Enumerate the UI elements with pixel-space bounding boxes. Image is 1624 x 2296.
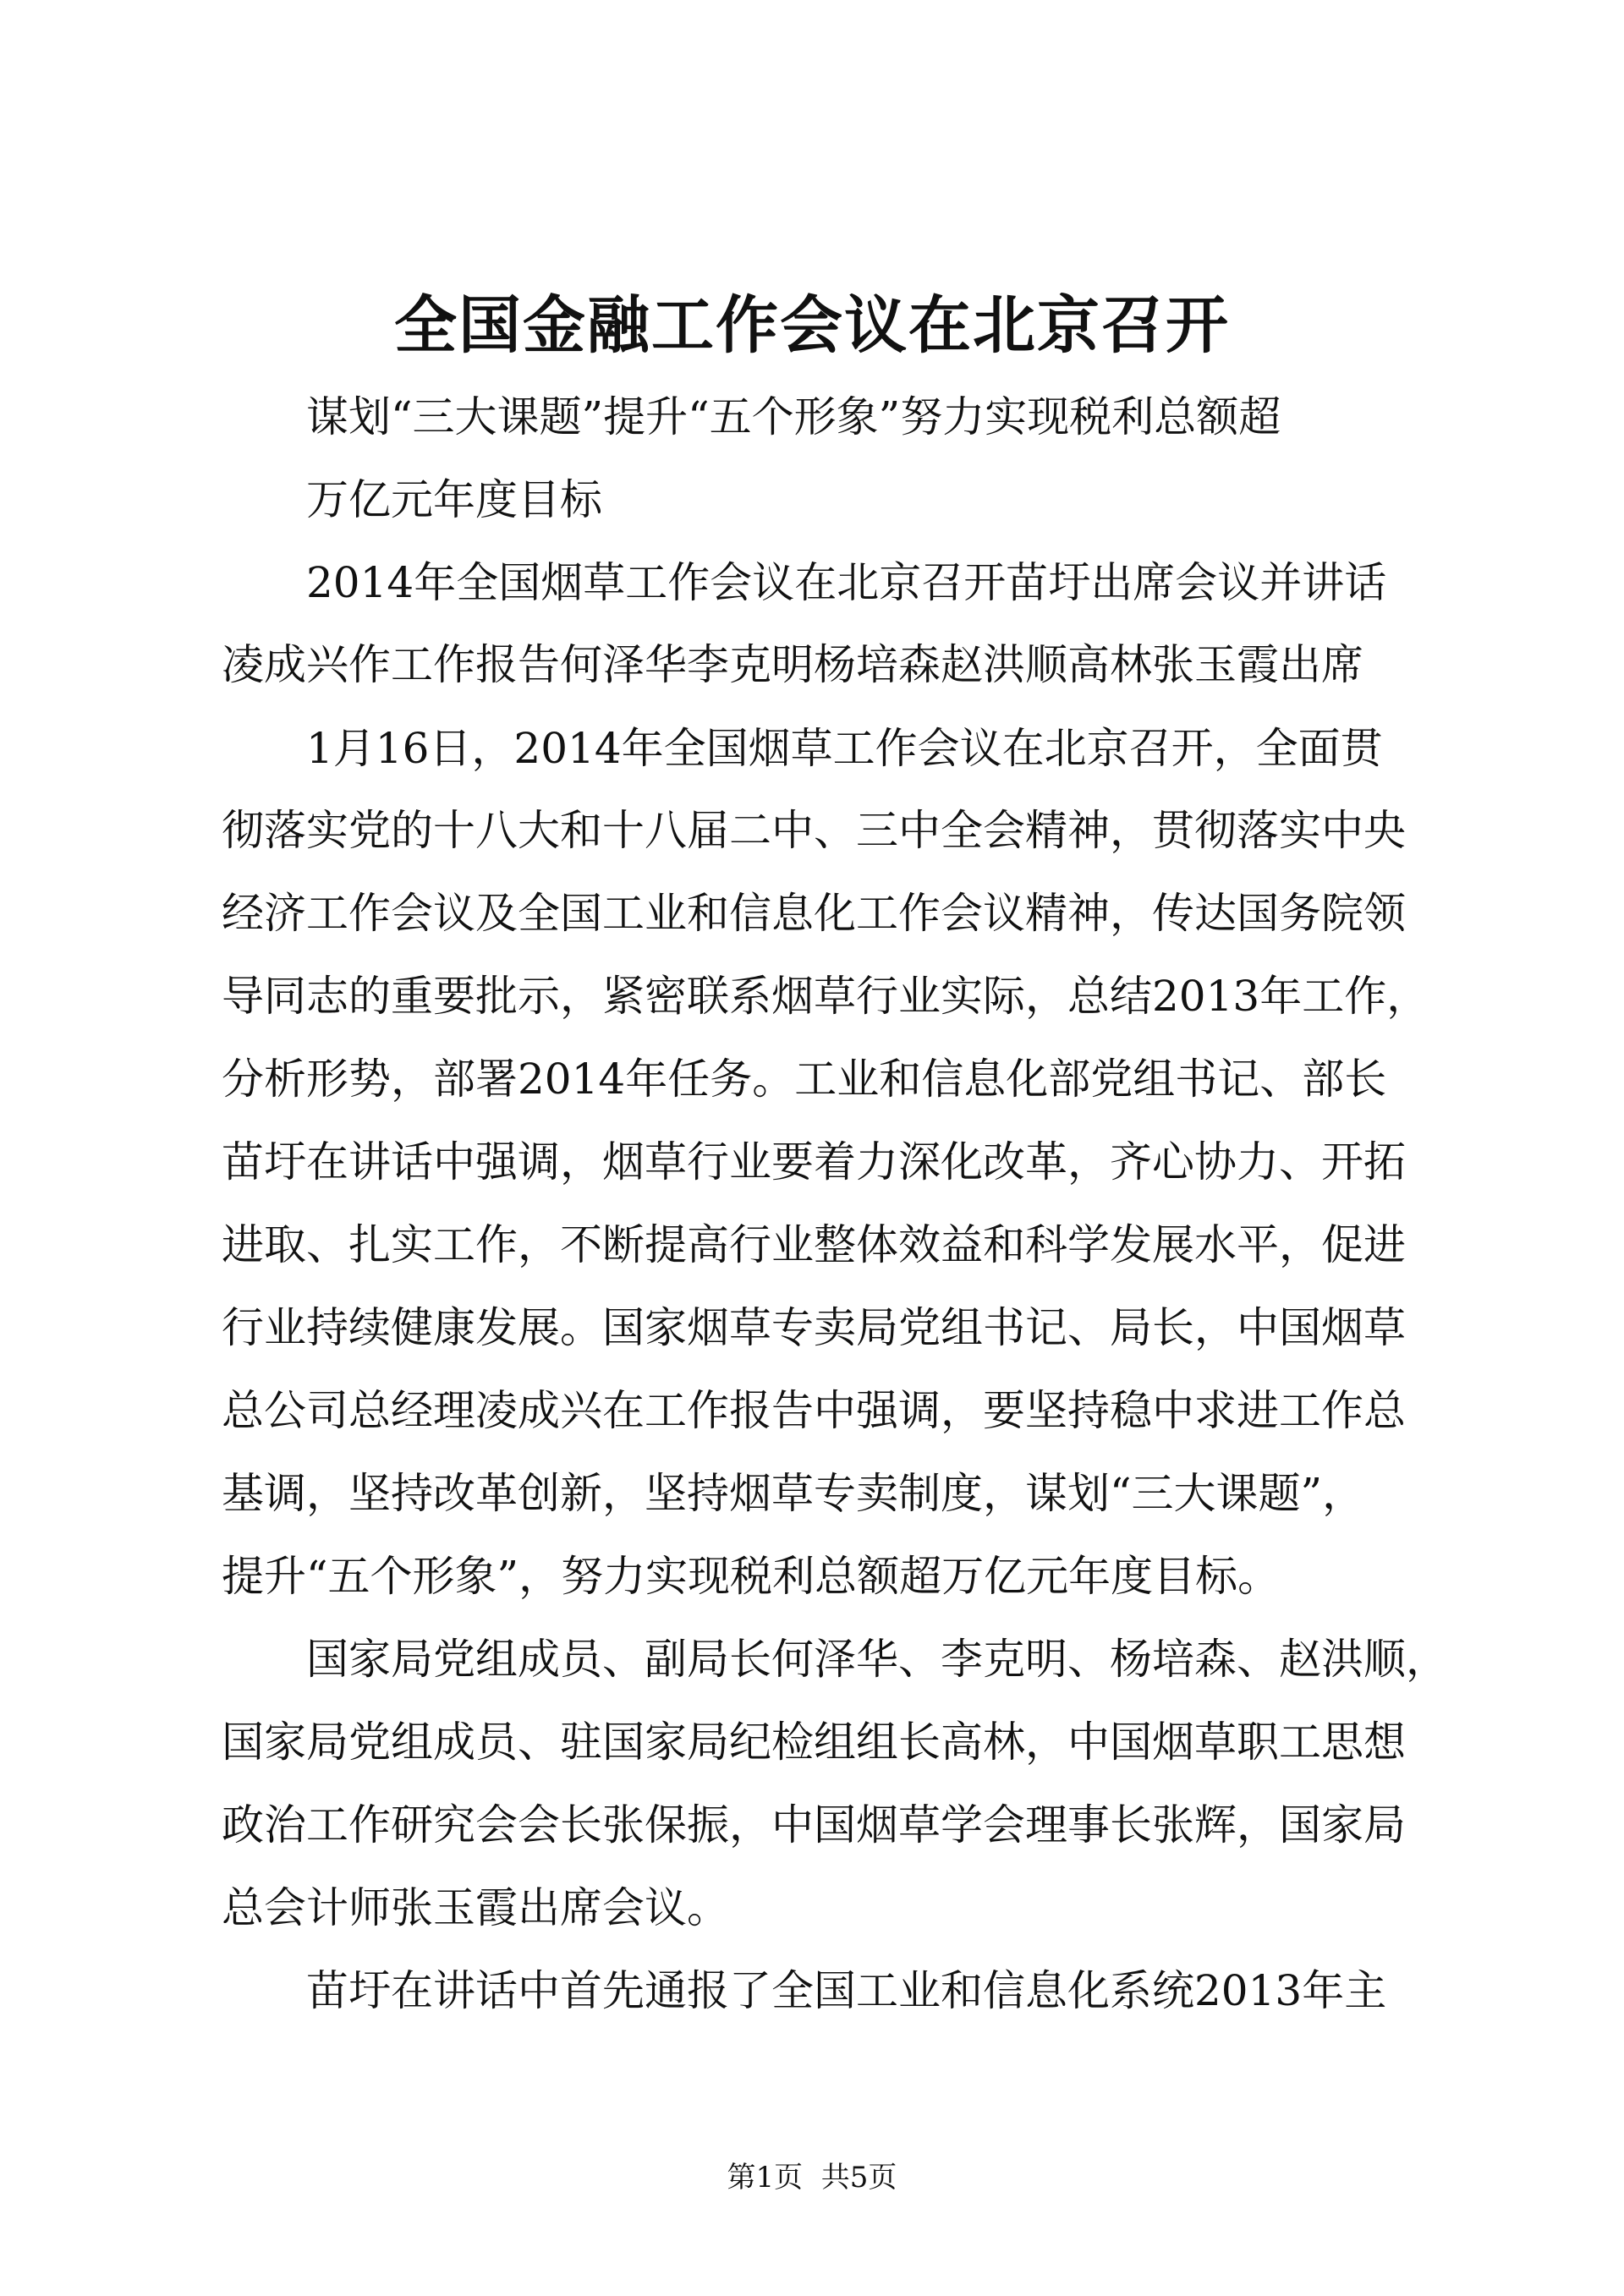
body-line-9: 分析形势，部署2014年任务。工业和信息化部党组书记、部长 — [222, 1055, 1387, 1104]
body-line-6: 彻落实党的十八大和十八届二中、三中全会精神，贯彻落实中央 — [222, 806, 1406, 855]
body-line-16: 国家局党组成员、副局长何泽华、李克明、杨培森、赵洪顺， — [306, 1635, 1448, 1684]
body-line-5: 1月16日，2014年全国烟草工作会议在北京召开，全面贯 — [306, 724, 1383, 773]
body-line-10: 苗圩在讲话中强调，烟草行业要着力深化改革，齐心协力、开拓 — [222, 1137, 1406, 1186]
body-line-17: 国家局党组成员、驻国家局纪检组组长高林，中国烟草职工思想 — [222, 1718, 1406, 1767]
page-number: 第1页 共5页 — [727, 2161, 897, 2195]
body-line-14: 基调，坚持改革创新，坚持烟草专卖制度，谋划“三大课题”， — [222, 1469, 1365, 1518]
body-line-12: 行业持续健康发展。国家烟草专卖局党组书记、局长，中国烟草 — [222, 1303, 1406, 1352]
body-line-2: 万亿元年度目标 — [306, 475, 602, 524]
body-line-8: 导同志的重要批示，紧密联系烟草行业实际，总结2013年工作， — [222, 972, 1429, 1021]
body-line-18: 政治工作研究会会长张保振，中国烟草学会理事长张辉，国家局 — [222, 1800, 1406, 1849]
body-line-19: 总会计师张玉霞出席会议。 — [222, 1883, 729, 1932]
body-line-13: 总公司总经理凌成兴在工作报告中强调，要坚持稳中求进工作总 — [222, 1386, 1406, 1435]
body-line-20: 苗圩在讲话中首先通报了全国工业和信息化系统2013年主 — [306, 1966, 1387, 2015]
document-title: 全国金融工作会议在北京召开 — [394, 289, 1230, 362]
body-line-7: 经济工作会议及全国工业和信息化工作会议精神，传达国务院领 — [222, 889, 1406, 938]
body-line-4: 凌成兴作工作报告何泽华李克明杨培森赵洪顺高林张玉霞出席 — [222, 640, 1363, 689]
body-line-15: 提升“五个形象”，努力实现税利总额超万亿元年度目标。 — [222, 1552, 1281, 1601]
body-line-1: 谋划“三大课题”提升“五个形象”努力实现税利总额超 — [306, 392, 1281, 441]
body-line-11: 进取、扎实工作，不断提高行业整体效益和科学发展水平，促进 — [222, 1220, 1406, 1269]
body-line-3: 2014年全国烟草工作会议在北京召开苗圩出席会议并讲话 — [306, 558, 1387, 607]
